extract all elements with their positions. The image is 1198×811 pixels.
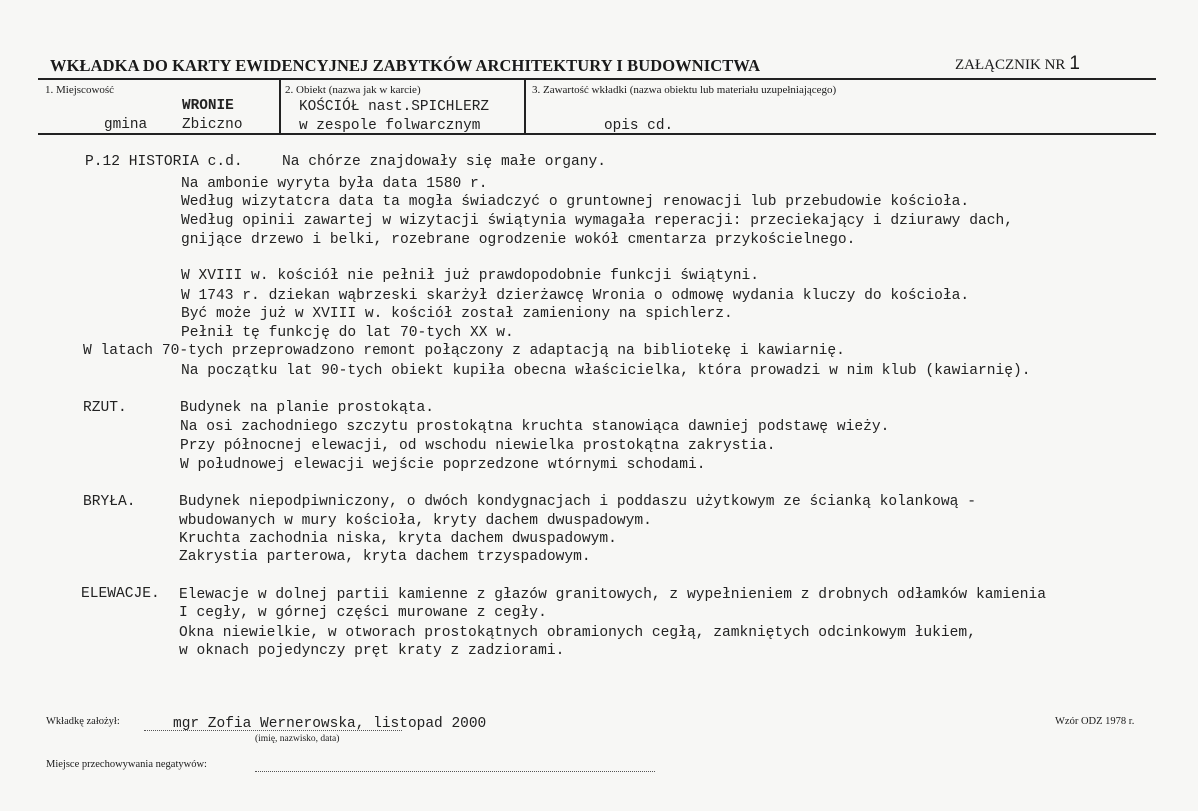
form-code: Wzór ODZ 1978 r. — [1055, 716, 1135, 727]
gmina-value: Zbiczno — [182, 117, 243, 133]
rzut-line: W połudnowej elewacji wejście poprzedzone wtórnymi schodami. — [180, 457, 706, 473]
field-1-label: 1. Miejscowość — [45, 84, 115, 96]
header-top-rule — [38, 78, 1156, 80]
place-value: WRONIE — [182, 98, 234, 114]
elewacje-line: w oknach pojedynczy pręt kraty z zadziorami. — [179, 643, 565, 659]
bryla-heading: BRYŁA. — [83, 494, 136, 510]
annex-label: ZAŁĄCZNIK NR — [955, 57, 1066, 73]
elewacje-line: Elewacje w dolnej partii kamienne z głazów granitowych, z wypełnieniem z drobnych odłamków kamienia — [179, 587, 1047, 603]
rzut-line: Budynek na planie prostokąta. — [180, 400, 434, 416]
field-2-label: 2. Obiekt (nazwa jak w karcie) — [285, 84, 421, 96]
bryla-line: Zakrystia parterowa, kryta dachem trzyspadowym. — [179, 549, 591, 565]
bryla-line: Kruchta zachodnia niska, kryta dachem dwuspadowym. — [179, 531, 617, 547]
author-hint: (imię, nazwisko, data) — [255, 734, 340, 744]
annex-number: 1 — [1069, 53, 1080, 74]
author-label: Wkładkę założył: — [46, 716, 120, 727]
annex-label-group — [955, 53, 1080, 75]
field-3-label: 3. Zawartość wkładki (nazwa obiektu lub materiału uzupełniającego) — [532, 84, 837, 96]
historia-line: Na początku lat 90-tych obiekt kupiła obecna właścicielka, która prowadzi w nim klub (kawiarnię). — [181, 363, 1031, 379]
historia-line: Na chórze znajdowały się małe organy. — [282, 154, 607, 170]
negatives-dotted-line — [255, 771, 655, 772]
historia-line: gnijące drzewo i belki, rozebrane ogrodzenie wokół cmentarza przykościelnego. — [181, 232, 856, 248]
negatives-label: Miejsce przechowywania negatywów: — [46, 759, 207, 770]
elewacje-line: I cegły, w górnej części murowane z cegły. — [179, 605, 547, 621]
historia-line: Pełnił tę funkcję do lat 70-tych XX w. — [181, 325, 514, 341]
bryla-line: wbudowanych w mury kościoła, kryty dachem dwuspadowym. — [179, 513, 652, 529]
header-bottom-rule — [38, 133, 1156, 135]
bryla-line: Budynek niepodpiwniczony, o dwóch kondygnacjach i poddaszu użytkowym ze ścianką kolankową - — [179, 494, 976, 510]
rzut-line: Przy północnej elewacji, od wschodu niewielka prostokątna zakrystia. — [180, 438, 776, 454]
elewacje-heading: ELEWACJE. — [81, 586, 160, 602]
object-name-line2: w zespole folwarcznym — [299, 118, 481, 134]
rzut-heading: RZUT. — [83, 400, 127, 416]
content-value: opis cd. — [604, 118, 674, 134]
elewacje-line: Okna niewielkie, w otworach prostokątnych obramionych cegłą, zamkniętych odcinkowym łukiem, — [179, 625, 976, 641]
rzut-line: Na osi zachodniego szczytu prostokątna kruchta stanowiąca dawniej podstawę wieży. — [180, 419, 890, 435]
historia-line: Na ambonie wyryta była data 1580 r. — [181, 176, 488, 192]
historia-heading: P.12 HISTORIA c.d. — [85, 154, 243, 170]
historia-line: W XVIII w. kościół nie pełnił już prawdopodobnie funkcji świątyni. — [181, 268, 760, 284]
column-divider-2 — [524, 79, 526, 134]
historia-line: Według wizytatcra data ta mogła świadczyć o gruntownej renowacji lub przebudowie kościoła. — [181, 194, 970, 210]
column-divider-1 — [279, 79, 281, 134]
object-name-line1: KOŚCIÓŁ nast.SPICHLERZ — [299, 99, 489, 115]
historia-line: W 1743 r. dziekan wąbrzeski skarżył dzierżawcę Wronia o odmowę wydania kluczy do kościoła. — [181, 288, 970, 304]
author-value: mgr Zofia Wernerowska, listopad 2000 — [173, 716, 487, 732]
form-title: WKŁADKA DO KARTY EWIDENCYJNEJ ZABYTKÓW ARCHITEKTURY I BUDOWNICTWA — [50, 56, 761, 75]
historia-line: Według opinii zawartej w wizytacji świątynia wymagała reperacji: przeciekający i dziurawy dach, — [181, 213, 1013, 229]
historia-line: W latach 70-tych przeprowadzono remont połączony z adaptacją na bibliotekę i kawiarnię. — [83, 343, 845, 359]
historia-line: Być może już w XVIII w. kościół został zamieniony na spichlerz. — [181, 306, 733, 322]
gmina-label: gmina — [104, 117, 148, 133]
